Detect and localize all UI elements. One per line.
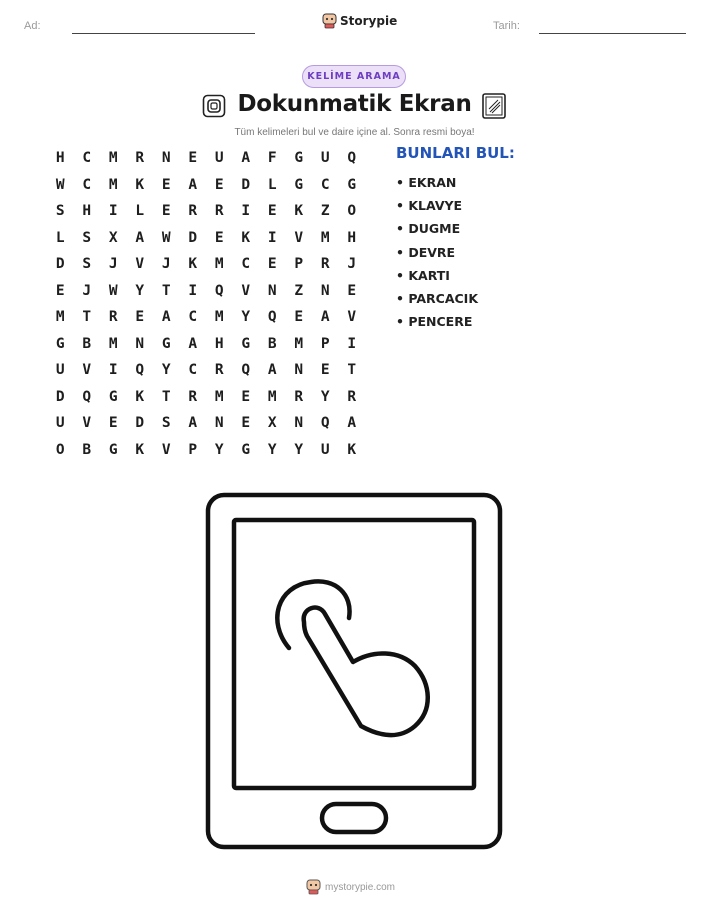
grid-cell[interactable]: M — [55, 309, 65, 326]
grid-cell[interactable]: S — [82, 256, 92, 273]
grid-row — [47, 198, 365, 225]
grid-cell[interactable]: K — [188, 256, 198, 273]
grid-cell[interactable]: L — [135, 203, 145, 220]
grid-cell[interactable]: U — [55, 415, 65, 432]
grid-cell[interactable]: Y — [320, 388, 330, 405]
grid-cell[interactable]: C — [320, 176, 330, 193]
grid-cell[interactable]: T — [161, 282, 171, 299]
grid-cell[interactable]: U — [320, 441, 330, 458]
grid-row — [47, 304, 365, 331]
grid-cell[interactable]: A — [161, 309, 171, 326]
find-list-title: BUNLARI BUL: — [396, 144, 515, 162]
name-line[interactable] — [72, 33, 255, 34]
grid-cell[interactable]: E — [267, 203, 277, 220]
grid-cell[interactable]: E — [320, 362, 330, 379]
grid-cell[interactable]: P — [188, 441, 198, 458]
word-item: • KARTI — [396, 267, 450, 283]
grid-cell[interactable]: Q — [241, 362, 251, 379]
grid-row — [47, 357, 365, 384]
grid-cell[interactable]: M — [320, 229, 330, 246]
grid-cell[interactable]: M — [108, 150, 118, 167]
date-label: Tarih: — [493, 20, 520, 32]
grid-row — [47, 278, 365, 305]
grid-cell[interactable]: E — [267, 256, 277, 273]
grid-cell[interactable]: J — [82, 282, 92, 299]
grid-cell[interactable]: O — [347, 203, 357, 220]
activity-badge: KELİME ARAMA — [302, 65, 406, 88]
grid-cell[interactable]: V — [347, 309, 357, 326]
grid-cell[interactable]: M — [108, 176, 118, 193]
grid-cell[interactable]: G — [55, 335, 65, 352]
grid-cell[interactable]: I — [108, 203, 118, 220]
grid-cell[interactable]: P — [294, 256, 304, 273]
grid-cell[interactable]: A — [188, 415, 198, 432]
grid-cell[interactable]: B — [82, 335, 92, 352]
grid-cell[interactable]: N — [267, 282, 277, 299]
grid-cell[interactable]: G — [161, 335, 171, 352]
grid-cell[interactable]: E — [161, 203, 171, 220]
grid-cell[interactable]: E — [214, 176, 224, 193]
grid-cell[interactable]: G — [294, 150, 304, 167]
grid-cell[interactable]: S — [161, 415, 171, 432]
grid-cell[interactable]: H — [82, 203, 92, 220]
grid-cell[interactable]: E — [161, 176, 171, 193]
storypie-mascot-icon — [322, 13, 337, 29]
grid-cell[interactable]: C — [241, 256, 251, 273]
grid-cell[interactable]: K — [135, 176, 145, 193]
grid-cell[interactable]: E — [241, 388, 251, 405]
grid-cell[interactable]: R — [320, 256, 330, 273]
grid-cell[interactable]: M — [108, 335, 118, 352]
grid-cell[interactable]: U — [214, 150, 224, 167]
grid-cell[interactable]: A — [188, 335, 198, 352]
grid-cell[interactable]: K — [135, 388, 145, 405]
screen-glass-icon — [481, 92, 507, 120]
grid-cell[interactable]: L — [55, 229, 65, 246]
grid-cell[interactable]: E — [55, 282, 65, 299]
grid-cell[interactable]: Q — [214, 282, 224, 299]
grid-cell[interactable]: A — [320, 309, 330, 326]
grid-cell[interactable]: R — [108, 309, 118, 326]
grid-cell[interactable]: I — [347, 335, 357, 352]
grid-cell[interactable]: U — [55, 362, 65, 379]
grid-cell[interactable]: H — [214, 335, 224, 352]
grid-cell[interactable]: V — [294, 229, 304, 246]
grid-cell[interactable]: N — [320, 282, 330, 299]
grid-cell[interactable]: K — [347, 441, 357, 458]
grid-cell[interactable]: Z — [320, 203, 330, 220]
grid-cell[interactable]: D — [55, 388, 65, 405]
grid-cell[interactable]: W — [55, 176, 65, 193]
grid-cell[interactable]: Q — [347, 150, 357, 167]
grid-cell[interactable]: M — [214, 309, 224, 326]
grid-row — [47, 172, 365, 199]
grid-row — [47, 410, 365, 437]
grid-cell[interactable]: Z — [294, 282, 304, 299]
word-item: • DEVRE — [396, 244, 456, 260]
grid-cell[interactable]: C — [82, 176, 92, 193]
footer — [306, 879, 395, 895]
grid-cell[interactable]: N — [294, 362, 304, 379]
grid-row — [47, 225, 365, 252]
grid-row — [47, 437, 365, 464]
touchscreen-tablet-illustration[interactable] — [203, 490, 505, 852]
brand-name: Storypie — [340, 14, 398, 28]
grid-cell[interactable]: K — [294, 203, 304, 220]
word-item: • DUGME — [396, 221, 461, 237]
instructions-text: Tüm kelimeleri bul ve daire içine al. Sonra resmi boya! — [234, 127, 475, 138]
brand-logo — [322, 13, 397, 29]
grid-cell[interactable]: I — [188, 282, 198, 299]
grid-cell[interactable]: O — [55, 441, 65, 458]
grid-cell[interactable]: N — [135, 335, 145, 352]
grid-cell[interactable]: Q — [267, 309, 277, 326]
grid-row — [47, 331, 365, 358]
grid-cell[interactable]: V — [82, 362, 92, 379]
grid-cell[interactable]: D — [135, 415, 145, 432]
grid-cell[interactable]: J — [161, 256, 171, 273]
grid-cell[interactable]: V — [135, 256, 145, 273]
grid-cell[interactable]: M — [267, 388, 277, 405]
grid-cell[interactable]: I — [108, 362, 118, 379]
grid-cell[interactable]: E — [347, 282, 357, 299]
footer-url[interactable]: mystorypie.com — [325, 881, 396, 893]
grid-cell[interactable]: J — [347, 256, 357, 273]
grid-cell[interactable]: R — [214, 203, 224, 220]
grid-cell[interactable]: T — [82, 309, 92, 326]
grid-cell[interactable]: G — [294, 176, 304, 193]
grid-cell[interactable]: E — [214, 229, 224, 246]
word-item: • PARCACIK — [396, 291, 479, 307]
grid-cell[interactable]: N — [294, 415, 304, 432]
grid-cell[interactable]: S — [82, 229, 92, 246]
grid-cell[interactable]: N — [161, 150, 171, 167]
grid-row — [47, 384, 365, 411]
grid-cell[interactable]: Y — [267, 441, 277, 458]
grid-cell[interactable]: X — [108, 229, 118, 246]
grid-cell[interactable]: T — [161, 388, 171, 405]
grid-cell[interactable]: A — [347, 415, 357, 432]
grid-cell[interactable]: Y — [241, 309, 251, 326]
grid-cell[interactable]: E — [294, 309, 304, 326]
name-label: Ad: — [24, 20, 41, 32]
grid-cell[interactable]: L — [267, 176, 277, 193]
grid-cell[interactable]: M — [214, 256, 224, 273]
grid-cell[interactable]: D — [241, 176, 251, 193]
grid-cell[interactable]: Y — [294, 441, 304, 458]
word-item: • KLAVYE — [396, 198, 463, 214]
word-list — [396, 171, 478, 333]
grid-cell[interactable]: R — [294, 388, 304, 405]
grid-cell[interactable]: W — [161, 229, 171, 246]
grid-cell[interactable]: B — [82, 441, 92, 458]
grid-row — [47, 251, 365, 278]
grid-cell[interactable]: G — [241, 441, 251, 458]
grid-cell[interactable]: F — [267, 150, 277, 167]
grid-cell[interactable]: D — [55, 256, 65, 273]
grid-cell[interactable]: H — [347, 229, 357, 246]
grid-cell[interactable]: T — [347, 362, 357, 379]
grid-cell[interactable]: W — [108, 282, 118, 299]
grid-cell[interactable]: H — [55, 150, 65, 167]
grid-cell[interactable]: A — [267, 362, 277, 379]
grid-cell[interactable]: D — [188, 229, 198, 246]
grid-cell[interactable]: V — [161, 441, 171, 458]
word-search-grid[interactable] — [47, 145, 365, 463]
grid-cell[interactable]: R — [188, 203, 198, 220]
grid-cell[interactable]: N — [214, 415, 224, 432]
grid-cell[interactable]: R — [135, 150, 145, 167]
grid-cell[interactable]: G — [108, 441, 118, 458]
grid-cell[interactable]: V — [241, 282, 251, 299]
grid-cell[interactable]: A — [241, 150, 251, 167]
grid-cell[interactable]: B — [267, 335, 277, 352]
word-item: • PENCERE — [396, 314, 473, 330]
grid-cell[interactable]: K — [135, 441, 145, 458]
grid-cell[interactable]: E — [108, 415, 118, 432]
grid-cell[interactable]: E — [188, 150, 198, 167]
grid-cell[interactable]: I — [241, 203, 251, 220]
grid-cell[interactable]: G — [347, 176, 357, 193]
grid-cell[interactable]: I — [267, 229, 277, 246]
grid-cell[interactable]: X — [267, 415, 277, 432]
grid-cell[interactable]: R — [188, 388, 198, 405]
page-title: Dokunmatik Ekran — [237, 91, 472, 117]
grid-cell[interactable]: Y — [214, 441, 224, 458]
grid-cell[interactable]: Q — [320, 415, 330, 432]
storypie-mascot-icon — [306, 879, 321, 895]
grid-cell[interactable]: S — [55, 203, 65, 220]
grid-cell[interactable]: E — [135, 309, 145, 326]
grid-cell[interactable]: Q — [135, 362, 145, 379]
grid-cell[interactable]: E — [241, 415, 251, 432]
date-line[interactable] — [539, 33, 686, 34]
word-item: • EKRAN — [396, 175, 457, 191]
grid-row — [47, 145, 365, 172]
grid-cell[interactable]: Y — [135, 282, 145, 299]
grid-cell[interactable]: C — [188, 309, 198, 326]
grid-cell[interactable]: R — [347, 388, 357, 405]
grid-cell[interactable]: A — [135, 229, 145, 246]
grid-cell[interactable]: J — [108, 256, 118, 273]
grid-cell[interactable]: G — [108, 388, 118, 405]
grid-cell[interactable]: V — [82, 415, 92, 432]
grid-cell[interactable]: P — [320, 335, 330, 352]
grid-cell[interactable]: Y — [161, 362, 171, 379]
grid-cell[interactable]: Q — [82, 388, 92, 405]
grid-cell[interactable]: C — [82, 150, 92, 167]
grid-cell[interactable]: K — [241, 229, 251, 246]
grid-cell[interactable]: U — [320, 150, 330, 167]
grid-cell[interactable]: M — [294, 335, 304, 352]
grid-cell[interactable]: G — [241, 335, 251, 352]
grid-cell[interactable]: R — [214, 362, 224, 379]
grid-cell[interactable]: A — [188, 176, 198, 193]
grid-cell[interactable]: M — [214, 388, 224, 405]
grid-cell[interactable]: C — [188, 362, 198, 379]
